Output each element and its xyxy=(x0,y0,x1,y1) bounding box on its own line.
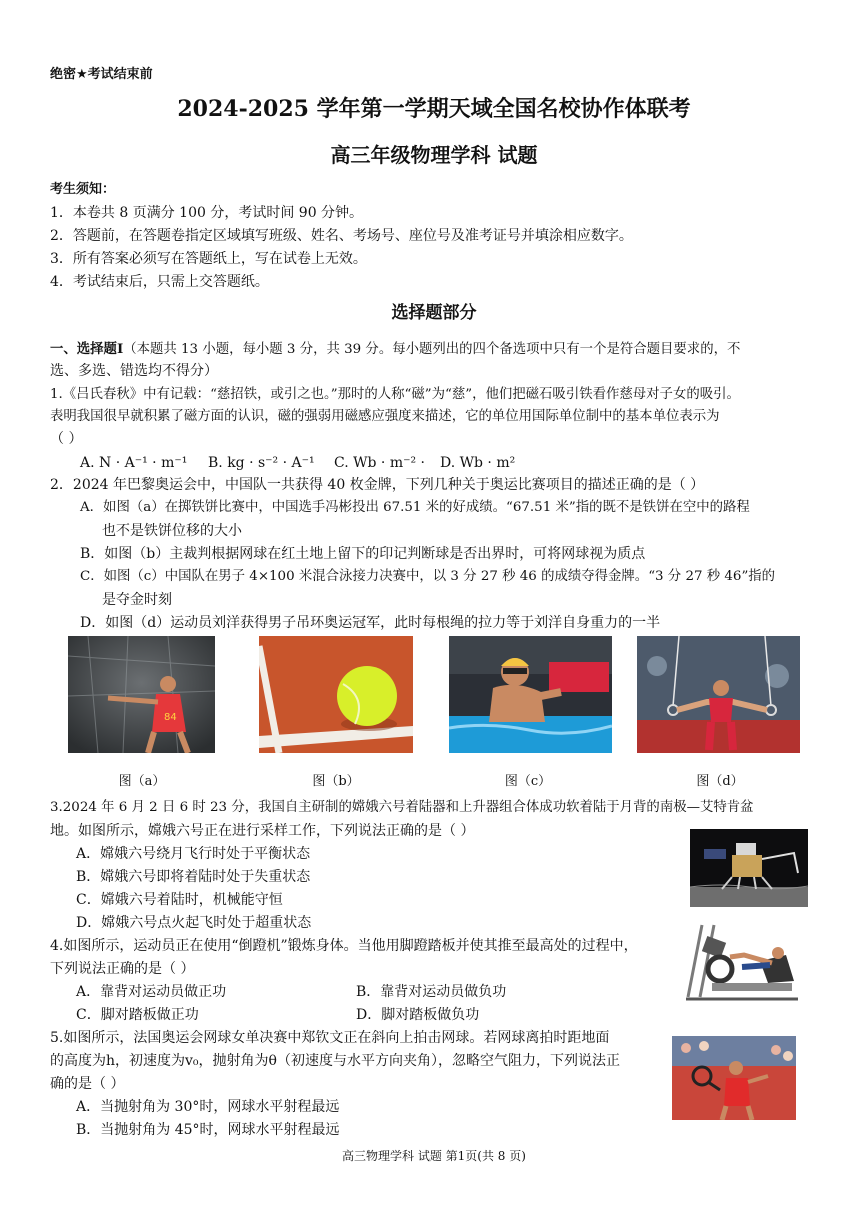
q3-option-a: A．嫦娥六号绕月飞行时处于平衡状态 xyxy=(76,846,311,862)
section-title: 选择题部分 xyxy=(391,303,477,323)
notice-heading: 考生须知： xyxy=(50,182,116,197)
caption-b: 图（b） xyxy=(312,774,360,789)
rings-photo xyxy=(637,636,800,753)
notice-item: 2．答题前，在答题卷指定区域填写班级、姓名、考场号、座位号及准考证号并填涂相应数字。 xyxy=(50,228,633,244)
q2-option-c: C．如图（c）中国队在男子 4×100 米混合泳接力决赛中，以 3 分 27 秒 46 的成绩夺得金牌。“3 分 27 秒 46”指的 xyxy=(80,569,776,584)
q1-line: 表明我国很早就积累了磁方面的认识，磁的强弱用磁感应强度来描述，它的单位用国际单位制中的基本单位表示为 xyxy=(50,409,720,424)
q1-option-b: B. kg · s⁻² · A⁻¹ xyxy=(208,455,315,471)
lunar-lander-photo xyxy=(690,829,808,907)
svg-text:84: 84 xyxy=(164,712,177,723)
q4-option-d: D．脚对踏板做负功 xyxy=(356,1007,480,1023)
q2-option-d: D．如图（d）运动员刘洋获得男子吊环奥运冠军，此时每根绳的拉力等于刘洋自身重力的一半 xyxy=(80,615,661,631)
exam-subtitle: 高三年级物理学科 试题 xyxy=(330,143,538,167)
q4-option-a: A．靠背对运动员做正功 xyxy=(76,984,227,1000)
exam-title: 2024-2025 学年第一学期天域全国名校协作体联考 xyxy=(177,96,691,122)
q5-line: 的高度为h，初速度为v₀，抛射角为θ（初速度与水平方向夹角），忽略空气阻力，下列说法正 xyxy=(50,1053,620,1069)
caption-c: 图（c） xyxy=(504,774,552,789)
notice-item: 3．所有答案必须写在答题纸上，写在试卷上无效。 xyxy=(50,251,367,267)
discus-photo xyxy=(68,636,215,753)
q1-option-c: C. Wb · m⁻² · xyxy=(334,455,425,471)
swimmer-photo xyxy=(449,636,612,753)
q2-stem: 2．2024 年巴黎奥运会中，中国队一共获得 40 枚金牌，下列几种关于奥运比赛项目的描述正确的是（ ） xyxy=(50,477,705,493)
q3-option-b: B．嫦娥六号即将着陆时处于失重状态 xyxy=(76,869,311,885)
part-instruction xyxy=(50,338,740,361)
q5-line: 确的是（ ） xyxy=(50,1076,125,1092)
part-instruction-2: 选、多选、错选均不得分） xyxy=(50,363,218,379)
q5-line: 5.如图所示，法国奥运会网球女单决赛中郑钦文正在斜向上拍击网球。若网球离拍时距地面 xyxy=(50,1030,610,1046)
q1-option-a: A. N · A⁻¹ · m⁻¹ xyxy=(80,455,188,471)
page-footer: 高三物理学科 试题 第1页(共 8 页) xyxy=(342,1149,526,1163)
q5-option-a: A．当抛射角为 30°时，网球水平射程最远 xyxy=(76,1099,340,1115)
q4-line: 下列说法正确的是（ ） xyxy=(50,961,195,977)
q2-option-a: A．如图（a）在掷铁饼比赛中，中国选手冯彬投出 67.51 米的好成绩。“67.51 米”指的既不是铁饼在空中的路程 xyxy=(80,500,750,515)
q1-line: （ ） xyxy=(50,431,83,447)
q3-line: 3.2024 年 6 月 2 日 6 时 23 分，我国自主研制的嫦娥六号着陆器和上升器组合体成功软着陆于月背的南极—艾特肯盆 xyxy=(50,800,754,815)
q4-option-b: B．靠背对运动员做负功 xyxy=(356,984,507,1000)
q4-option-c: C．脚对踏板做正功 xyxy=(76,1007,199,1023)
q3-option-c: C．嫦娥六号着陆时，机械能守恒 xyxy=(76,892,283,908)
q2-option-c-cont: 是夺金时刻 xyxy=(102,592,172,608)
q4-line: 4.如图所示，运动员正在使用“倒蹬机”锻炼身体。当他用脚蹬踏板并使其推至最高处的过程中， xyxy=(50,938,638,954)
q2-option-b: B．如图（b）主裁判根据网球在红土地上留下的印记判断球是否出界时，可将网球视为质点 xyxy=(80,546,646,562)
part-label: 一、选择题Ⅰ xyxy=(50,341,124,357)
tennis-ball-photo xyxy=(259,636,413,753)
secret-label: 绝密★考试结束前 xyxy=(50,67,153,82)
notice-item: 1．本卷共 8 页满分 100 分，考试时间 90 分钟。 xyxy=(50,205,364,221)
q1-option-d: D. Wb · m² xyxy=(440,455,516,471)
part-instruction-text: （本题共 13 小题，每小题 3 分，共 39 分。每小题列出的四个备选项中只有一个是符合题目要求的，不 xyxy=(123,342,741,357)
leg-press-photo xyxy=(682,921,802,1003)
q2-option-a-cont: 也不是铁饼位移的大小 xyxy=(102,523,242,539)
caption-a: 图（a） xyxy=(118,774,166,789)
caption-d: 图（d） xyxy=(696,774,744,789)
q1-line: 1.《吕氏春秋》中有记载：“慈招铁，或引之也。”那时的人称“磁”为“慈”，他们把磁石吸引铁看作慈母对子女的吸引。 xyxy=(50,387,740,402)
tennis-player-photo xyxy=(672,1036,796,1120)
q3-option-d: D．嫦娥六号点火起飞时处于超重状态 xyxy=(76,915,312,931)
q5-option-b: B．当抛射角为 45°时，网球水平射程最远 xyxy=(76,1122,340,1138)
notice-item: 4．考试结束后，只需上交答题纸。 xyxy=(50,274,269,290)
q3-line: 地。如图所示，嫦娥六号正在进行采样工作，下列说法正确的是（ ） xyxy=(50,823,475,839)
